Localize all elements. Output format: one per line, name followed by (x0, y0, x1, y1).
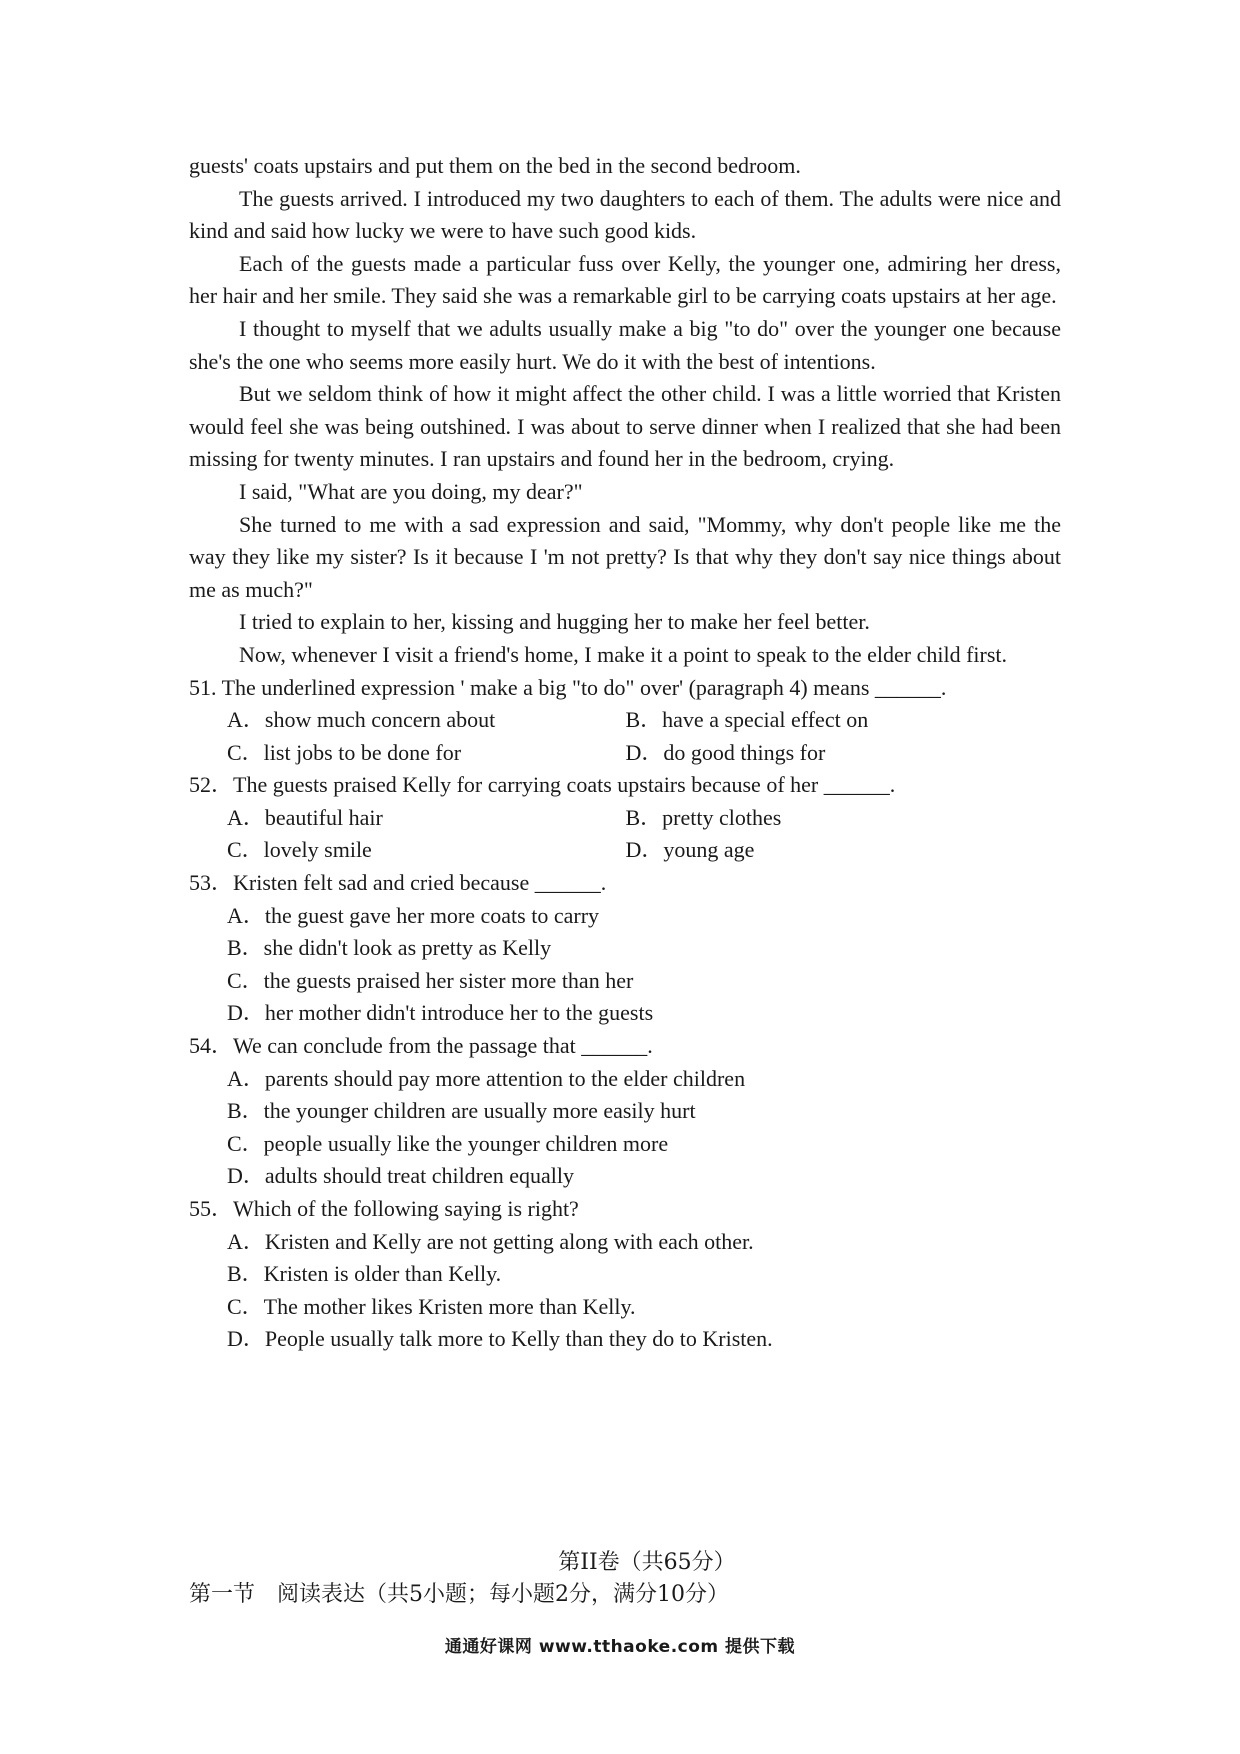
passage-paragraph: The guests arrived. I introduced my two daughters to each of them. The adults were nice and kind and said how lucky we were to have such good kids. (189, 185, 1061, 244)
section-title: 第II卷（共65分） (558, 1550, 736, 1575)
passage-paragraph: I thought to myself that we adults usually make a big "to do" over the younger one because she's the one who seems more easily hurt. We do it with the best of intentions. (189, 315, 1061, 374)
option-d: D．People usually talk more to Kelly than they do to Kristen. (227, 1326, 773, 1352)
option-b: B．have a special effect on (625, 707, 869, 733)
exam-page (189, 150, 1061, 1356)
option-c: C．The mother likes Kristen more than Kelly. (227, 1293, 636, 1319)
question-stem: 55．Which of the following saying is right? (189, 1196, 579, 1221)
question-54 (189, 1030, 1061, 1193)
passage-paragraph: She turned to me with a sad expression and said, "Mommy, why don't people like me the way they like my sister? Is it because I 'm not pretty? Is that why they don't say nice things about me as much?" (189, 511, 1061, 602)
question-stem: 51. The underlined expression ' make a big "to do" over' (paragraph 4) means ______. (189, 674, 947, 700)
passage-paragraph: I said, "What are you doing, my dear?" (239, 478, 583, 504)
option-b: B．the younger children are usually more easily hurt (227, 1098, 696, 1124)
passage-paragraph: guests' coats upstairs and put them on the bed in the second bedroom. (189, 153, 801, 178)
option-d: D．her mother didn't introduce her to the guests (227, 1000, 654, 1026)
question-stem: 53．Kristen felt sad and cried because ______. (189, 870, 607, 896)
question-53 (189, 867, 1061, 1030)
option-b: B．pretty clothes (625, 804, 782, 830)
option-b: B．Kristen is older than Kelly. (227, 1261, 502, 1287)
option-a: A．parents should pay more attention to the elder children (227, 1065, 746, 1091)
option-d: D．adults should treat children equally (227, 1163, 575, 1189)
passage-paragraph: I tried to explain to her, kissing and hugging her to make her feel better. (239, 609, 870, 635)
section-subtitle: 第一节 阅读表达（共5小题；每小题2分，满分10分） (189, 1582, 729, 1607)
question-stem: 54．We can conclude from the passage that ______. (189, 1033, 653, 1059)
question-55 (189, 1193, 1061, 1356)
option-c: C．list jobs to be done for (227, 739, 462, 765)
option-a: A．Kristen and Kelly are not getting along with each other. (227, 1228, 754, 1254)
passage-paragraph: Each of the guests made a particular fuss over Kelly, the younger one, admiring her dress, her hair and her smile. They said she was a remarkable girl to be carrying coats upstairs at her age. (189, 250, 1061, 309)
option-d: D．do good things for (625, 739, 826, 765)
passage-paragraph: Now, whenever I visit a friend's home, I make it a point to speak to the elder child first. (239, 641, 1008, 667)
option-a: A．show much concern about (227, 707, 496, 733)
passage-paragraph: But we seldom think of how it might affect the other child. I was a little worried that Kristen would feel she was being outshined. I was about to serve dinner when I realized that she had been missing for twenty minutes. I ran upstairs and found her in the bedroom, crying. (189, 381, 1061, 472)
footer-watermark: 通通好课网 www.tthaoke.com 提供下载 (444, 1637, 796, 1657)
option-c: C．lovely smile (227, 837, 372, 863)
section-heading (189, 1547, 1061, 1611)
option-c: C．the guests praised her sister more than her (227, 967, 634, 993)
option-b: B．she didn't look as pretty as Kelly (227, 935, 552, 961)
question-51 (189, 672, 1061, 770)
option-a: A．beautiful hair (227, 804, 383, 830)
option-a: A．the guest gave her more coats to carry (227, 902, 600, 928)
question-stem: 52．The guests praised Kelly for carrying coats upstairs because of her ______. (189, 772, 896, 798)
option-d: D．young age (625, 837, 755, 863)
question-52 (189, 769, 1061, 867)
option-c: C．people usually like the younger children more (227, 1130, 669, 1156)
